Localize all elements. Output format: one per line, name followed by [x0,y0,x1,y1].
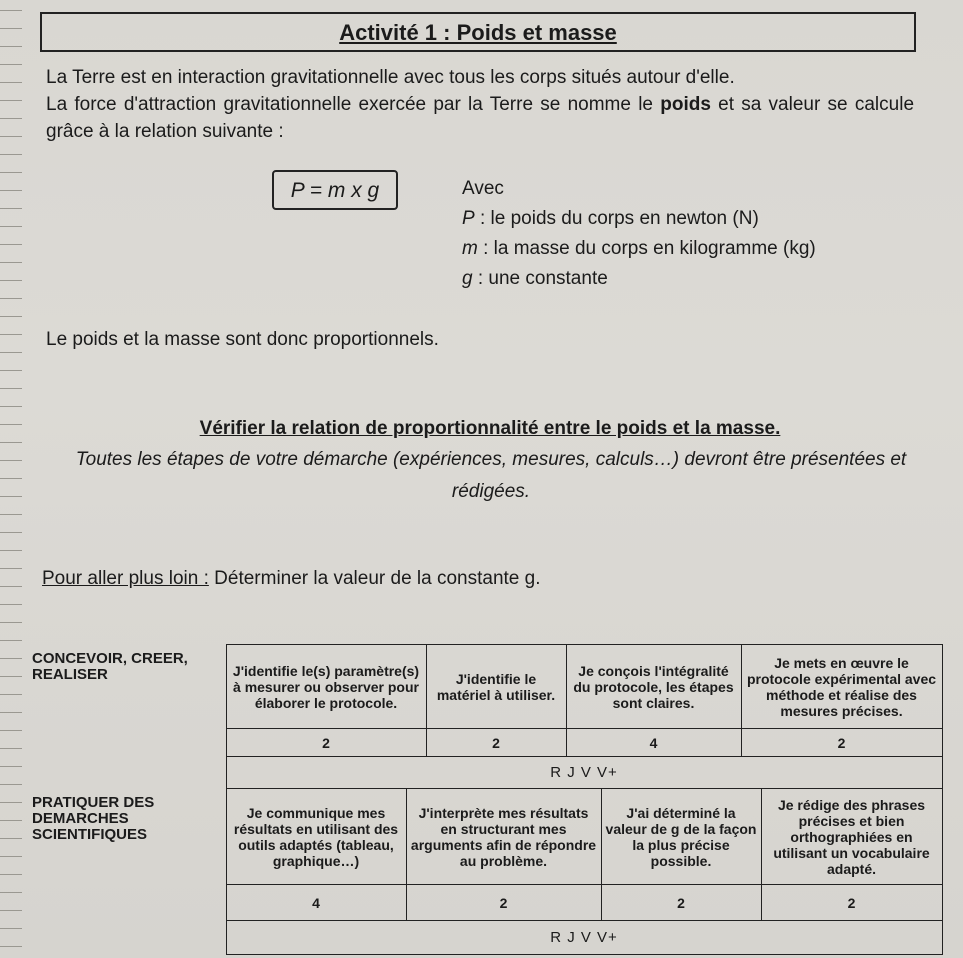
legend-item: m : la masse du corps en kilogramme (kg) [462,238,816,259]
criterion-cell: J'identifie le(s) paramètre(s) à mesurer ou observer pour élaborer le protocole. [226,645,426,729]
binder-line [0,100,22,101]
binder-holes [0,0,22,958]
points-cell: 2 [741,729,942,757]
binder-line [0,406,22,407]
criterion-cell: Je mets en œuvre le protocole expérimental avec méthode et réalise des mesures précises. [741,645,942,729]
binder-line [0,208,22,209]
binder-line [0,730,22,731]
binder-line [0,892,22,893]
points-cell: 4 [566,729,741,757]
binder-line [0,10,22,11]
binder-line [0,280,22,281]
criterion-cell: Je conçois l'intégralité du protocole, les étapes sont claires. [566,645,741,729]
binder-line [0,460,22,461]
binder-line [0,82,22,83]
skills-grid-concevoir [28,644,943,789]
binder-line [0,946,22,947]
points-cell: 2 [406,885,601,921]
poids-keyword: poids [660,94,711,115]
rating-scale: R J V V+ [226,921,942,955]
task-heading: Vérifier la relation de proportionnalité entre le poids et la masse. [199,418,781,439]
binder-line [0,784,22,785]
binder-line [0,370,22,371]
points-cell: 2 [761,885,942,921]
rating-scale: R J V V+ [226,757,942,789]
intro-line-1: La Terre est en interaction gravitationnelle avec tous les corps situés autour d'elle. [46,67,735,88]
criterion-cell: Je communique mes résultats en utilisant des outils adaptés (tableau, graphique…) [226,789,406,885]
binder-line [0,64,22,65]
binder-line [0,514,22,515]
binder-line [0,820,22,821]
grid-category: PRATIQUER DES DEMARCHES SCIENTIFIQUES [32,793,155,843]
binder-line [0,442,22,443]
formula-box: P = m x g [272,170,398,210]
legend-avec: Avec [462,178,504,199]
binder-line [0,136,22,137]
criterion-cell: J'interprète mes résultats en structurant mes arguments afin de répondre au problème. [406,789,601,885]
binder-line [0,424,22,425]
binder-line [0,874,22,875]
binder-line [0,802,22,803]
legend-item: P : le poids du corps en newton (N) [462,208,759,229]
conclusion-text: Le poids et la masse sont donc proportionnels. [46,329,439,350]
grid-category: CONCEVOIR, CREER, REALISER [32,649,188,683]
binder-line [0,766,22,767]
points-cell: 4 [226,885,406,921]
binder-line [0,640,22,641]
binder-line [0,910,22,911]
binder-line [0,856,22,857]
binder-line [0,928,22,929]
binder-line [0,316,22,317]
skills-grid-pratiquer [28,788,943,955]
binder-line [0,568,22,569]
page-title: Activité 1 : Poids et masse [40,12,916,52]
points-cell: 2 [601,885,761,921]
binder-line [0,676,22,677]
binder-line [0,28,22,29]
binder-line [0,838,22,839]
binder-line [0,658,22,659]
binder-line [0,388,22,389]
binder-line [0,118,22,119]
binder-line [0,694,22,695]
further-label: Pour aller plus loin : [42,568,209,589]
points-cell: 2 [426,729,566,757]
intro-paragraph [46,64,914,145]
binder-line [0,190,22,191]
further-section [42,565,541,592]
instruction-text: Toutes les étapes de votre démarche (expériences, mesures, calculs…) devront être présentées et rédigées. [75,449,907,502]
legend-item: g : une constante [462,268,608,289]
binder-line [0,604,22,605]
binder-line [0,226,22,227]
binder-line [0,244,22,245]
points-cell: 2 [226,729,426,757]
intro-line-2: La force d'attraction gravitationnelle exercée par la Terre se nomme le poids et sa valeur se calcule grâce à la relation suivante : [46,94,915,142]
binder-line [0,496,22,497]
binder-line [0,532,22,533]
binder-line [0,262,22,263]
binder-line [0,154,22,155]
binder-line [0,550,22,551]
binder-line [0,622,22,623]
formula-legend [462,174,816,294]
binder-line [0,748,22,749]
binder-line [0,46,22,47]
binder-line [0,712,22,713]
binder-line [0,586,22,587]
binder-line [0,172,22,173]
binder-line [0,298,22,299]
binder-line [0,334,22,335]
binder-line [0,352,22,353]
binder-line [0,478,22,479]
criterion-cell: J'ai déterminé la valeur de g de la façon la plus précise possible. [601,789,761,885]
criterion-cell: J'identifie le matériel à utiliser. [426,645,566,729]
further-text: Déterminer la valeur de la constante g. [208,568,541,589]
criterion-cell: Je rédige des phrases précises et bien orthographiées en utilisant un vocabulaire adapté. [761,789,942,885]
